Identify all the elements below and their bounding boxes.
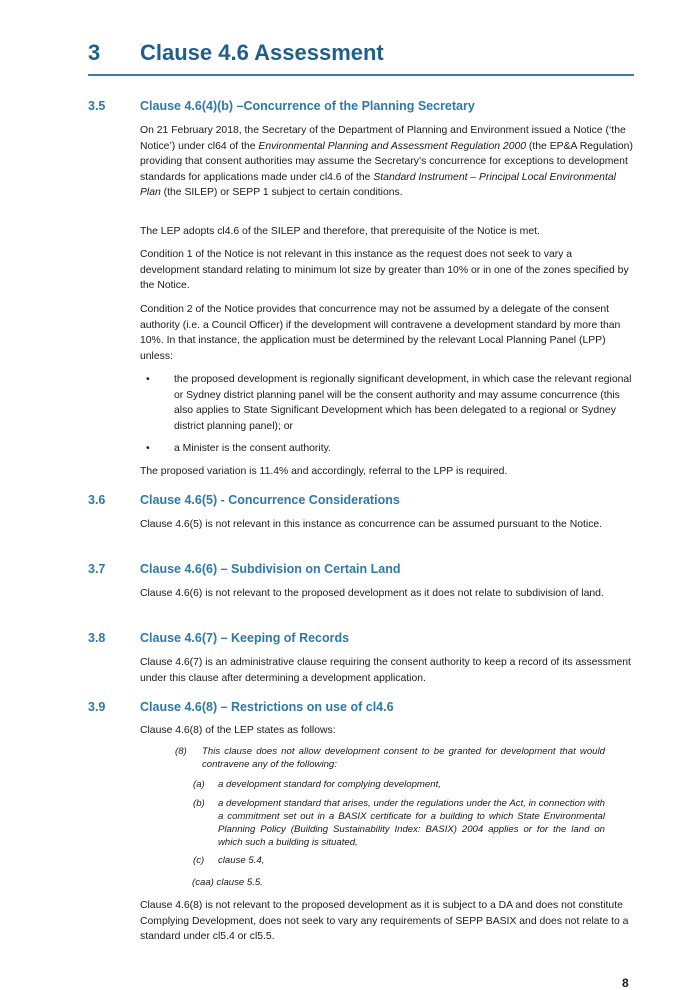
paragraph-not-relevant: Clause 4.6(8) is not relevant to the proposed development as it is subject to a DA and does not constitute Complying Development, does not seek to vary any requirements of SEPP BASIX and does not relate to a standard under cl5.4 or cl5.5. <box>140 900 629 943</box>
section-number: 3.7 <box>88 562 106 576</box>
chapter-number: 3 <box>88 40 101 65</box>
section-number: 3.8 <box>88 631 106 645</box>
quote-item-b <box>193 797 605 851</box>
quote-label: (c) <box>193 855 205 866</box>
section-heading-3-7 <box>88 562 634 580</box>
section-heading-3-5 <box>88 99 634 117</box>
quote-clause-8 <box>175 745 605 773</box>
quote-label: (8) <box>175 746 187 757</box>
paragraph-condition-1: Condition 1 of the Notice is not relevant in this instance as the request does not seek to vary a development standard relating to minimum lot size by greater than 10% or in one of the zones specified by the Notice. <box>140 249 629 292</box>
bullet-icon: • <box>146 443 150 454</box>
paragraph-concurrence: Clause 4.6(5) is not relevant in this instance as concurrence can be assumed pursuant to the Notice. <box>140 519 603 530</box>
section-title: Clause 4.6(8) – Restrictions on use of cl4.6 <box>140 700 394 714</box>
quote-label: (b) <box>193 798 205 809</box>
section-heading-3-6 <box>88 493 634 511</box>
bullet-icon: • <box>146 374 150 385</box>
quote-text: a development standard for complying development, <box>218 779 441 790</box>
paragraph-records: Clause 4.6(7) is an administrative clause requiring the consent authority to keep a record of its assessment under this clause after determining a development application. <box>140 657 631 684</box>
paragraph-subdivision: Clause 4.6(6) is not relevant to the proposed development as it does not relate to subdivision of land. <box>140 588 604 599</box>
paragraph-condition-2: Condition 2 of the Notice provides that concurrence may not be assumed by a delegate of the consent authority (i.e. a Council Officer) if the development will contravene a development standard by more than 10%. In that instance, the application must be determined by the relevant Local Planning Panel (LPP) unless: <box>140 304 621 362</box>
section-title: Clause 4.6(7) – Keeping of Records <box>140 631 350 645</box>
section-heading-3-8 <box>88 631 634 649</box>
quote-text: (caa) clause 5.5. <box>192 877 263 888</box>
section-title: Clause 4.6(5) - Concurrence Considerations <box>140 493 400 507</box>
section-title: Clause 4.6(4)(b) –Concurrence of the Planning Secretary <box>140 99 475 113</box>
paragraph-notice: On 21 February 2018, the Secretary of the Department of Planning and Environment issued a Notice (‘the Notice’) under cl64 of the Environmental Planning and Assessment Regulation 2000 (the EP&A Regulation) providing that consent authorities may assume the Secretary’s concurrence for exceptions to development standards for applications made under cl4.6 of the Standard Instrument – Principal Local Environmental Plan (the SILEP) or SEPP 1 subject to certain conditions. <box>140 125 633 199</box>
page-number: 8 <box>622 976 629 990</box>
section-heading-3-9 <box>88 700 634 718</box>
document-page: 3 Clause 4.6 Assessment 3.5 Clause 4.6(4)(b) –Concurrence of the Planning Secretary On 21 February 2018, the Secretary of the Department of Planning and Environment issued a Notice (‘the Notice’) under cl64 of the Environmental Planning and Assessment Regulation 2000 (the EP&A Regulation) providing that consent authorities may assume the Secretary’s concurrence for exceptions to development standards for applications made under cl4.6 of the Standard Instrument – Principal Local Environmental Plan (the SILEP) or SEPP 1 subject to certain conditions. The LEP adopts cl4.6 of the SILEP and therefore, that prerequisite of the Notice is met. Condition 1 of the Notice is not relevant in this instance as the request does not seek to vary a development standard relating to minimum lot size by greater than 10% or in one of the zones specified by the Notice. Condition 2 of the Notice provides that concurrence may not be assumed by a delegate of the consent authority (i.e. a Council Officer) if the development will contravene a development standard by more than 10%. In that instance, the application must be determined by the relevant Local Planning Panel (LPP) unless: • the proposed development is regionally significant development, in which case the relevant regional or Sydney district planning panel will be the consent authority and may assume concurrence (this also applies to State Significant Development which has been delegated to a regional or Sydney district planning panel); or • a Minister is the consent authority. The proposed variation is 11.4% and accordingly, referral to the LPP is required. 3.6 Clause 4.6(5) - Concurrence Considerations Clause 4.6(5) is not relevant in this instance as concurrence can be assumed pursuant to the Notice. 3.7 Clause 4.6(6) – Subdivision on Certain Land Clause 4.6(6) is not relevant to the proposed development as it does not relate to subdivision of land. 3.8 Clause 4.6(7) – Keeping of Records Clause 4.6(7) is an administrative clause requiring the consent authority to keep a record of its assessment under this clause after determining a development application. 3.9 Clause 4.6(8) – Restrictions on use of cl4.6 Clause 4.6(8) of the LEP states as follows: (8) This clause does not allow development consent to be granted for development that would contravene any of the following: (a) a development standard for complying development, (b) a development standard that arises, under the regulations under the Act, in connection with a commitment set out in a BASIX certificate for a building to which State Environmental Planning Policy (Building Sustainability Index: BASIX) 2004 applies or for the land on which such a building is situated, (c) clause 5.4, (caa) clause 5.5. Clause 4.6(8) is not relevant to the proposed development as it is subject to a DA and does not constitute Complying Development, does not seek to vary any requirements of SEPP BASIX and does not relate to a standard under cl5.4 or cl5.5. 8 <box>88 40 633 990</box>
quote-item-a <box>193 778 605 792</box>
chapter-heading <box>88 40 634 76</box>
quote-text: a development standard that arises, under the regulations under the Act, in connection with a commitment set out in a BASIX certificate for a building to which State Environmental Planning Policy (Building Sustainability Index: BASIX) 2004 applies or for the land on which such a building is situated, <box>218 798 605 848</box>
paragraph-lep-adopts: The LEP adopts cl4.6 of the SILEP and therefore, that prerequisite of the Notice is met. <box>140 226 540 237</box>
quote-text: This clause does not allow development consent to be granted for development that would contravene any of the following: <box>202 746 605 770</box>
quote-item-caa <box>192 876 605 890</box>
quote-text: clause 5.4, <box>218 855 265 866</box>
section-number: 3.9 <box>88 700 106 714</box>
quote-item-c <box>193 854 605 868</box>
paragraph-lep-states: Clause 4.6(8) of the LEP states as follows: <box>140 725 336 736</box>
section-title: Clause 4.6(6) – Subdivision on Certain Land <box>140 562 401 576</box>
section-number: 3.5 <box>88 99 106 113</box>
section-number: 3.6 <box>88 493 106 507</box>
quote-label: (a) <box>193 779 205 790</box>
paragraph-variation: The proposed variation is 11.4% and accordingly, referral to the LPP is required. <box>140 466 508 477</box>
chapter-title: Clause 4.6 Assessment <box>140 40 384 65</box>
